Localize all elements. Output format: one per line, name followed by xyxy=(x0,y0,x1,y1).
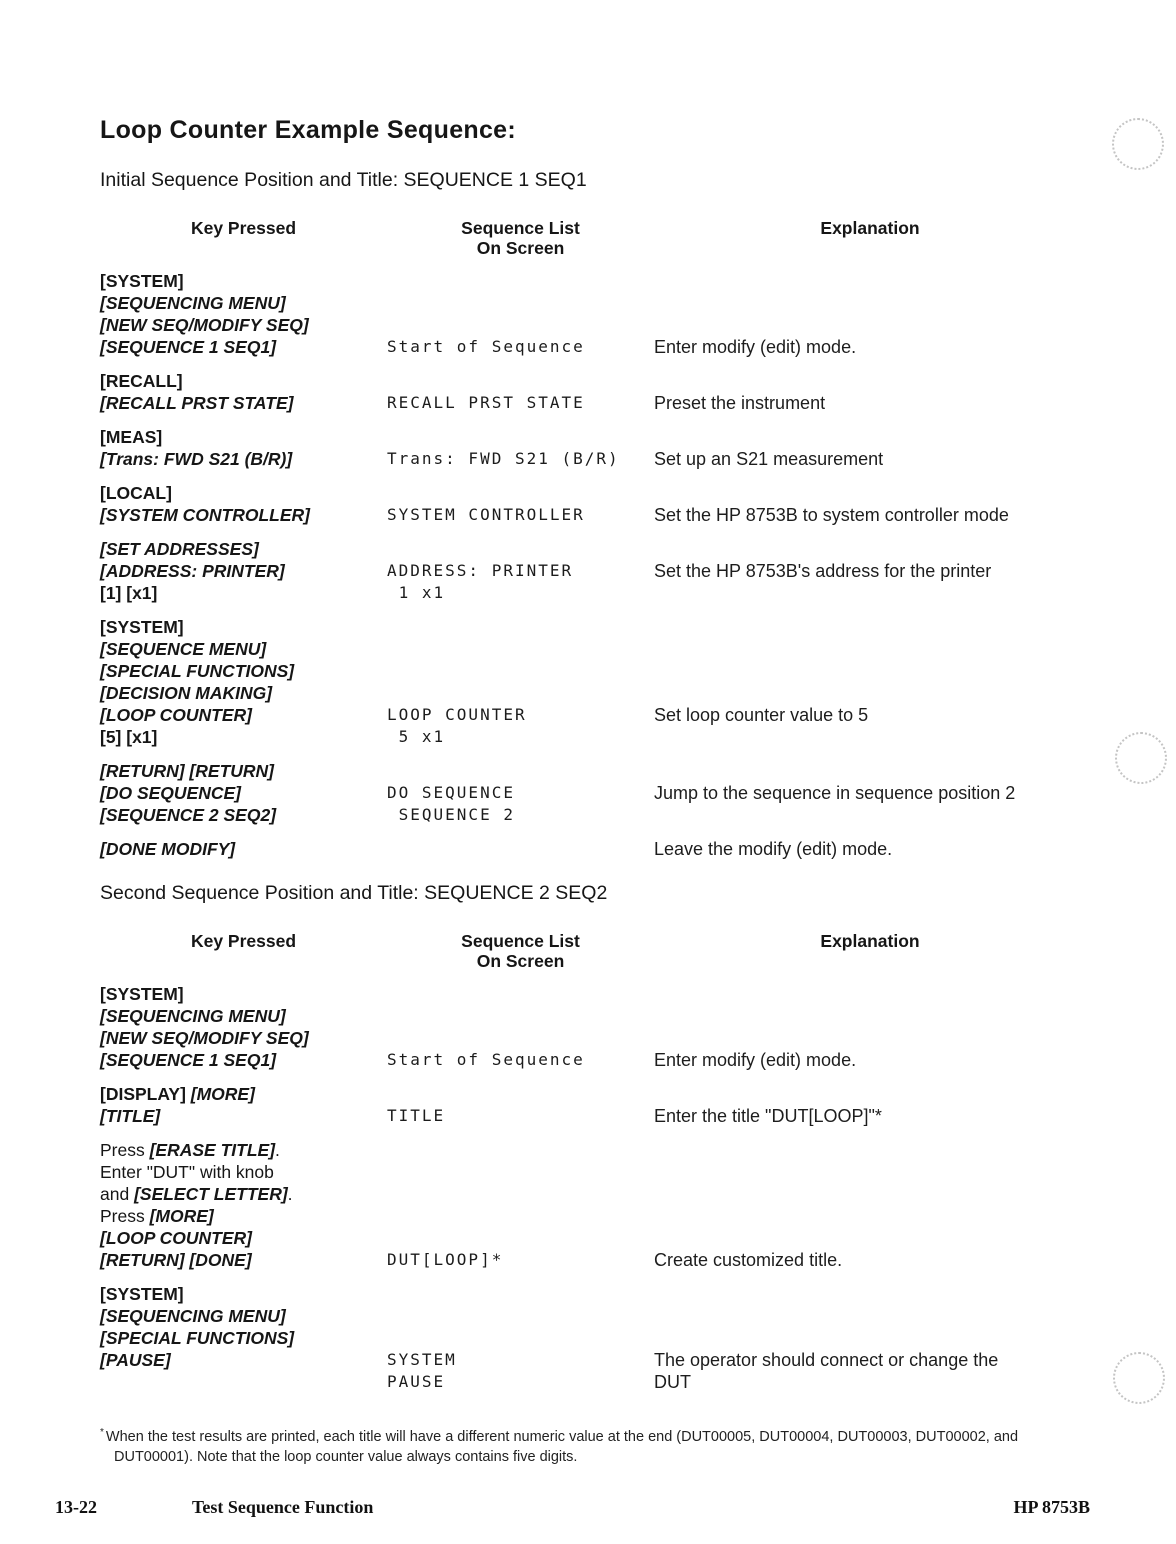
key-line xyxy=(100,504,387,526)
screen-line: 5 x1 xyxy=(387,727,446,746)
table-row xyxy=(100,538,1086,604)
key-line xyxy=(100,638,387,660)
key-pressed-cell xyxy=(100,1083,387,1127)
key-line xyxy=(100,838,387,860)
key-line xyxy=(100,1283,387,1305)
screen-line: SYSTEM xyxy=(387,1350,457,1369)
explanation-cell xyxy=(654,392,1086,414)
key-label: [SYSTEM] xyxy=(100,1284,184,1304)
explanation-line: Enter the title "DUT[LOOP]"* xyxy=(654,1106,882,1126)
key-line xyxy=(100,1105,387,1127)
table-row xyxy=(100,1083,1086,1127)
table-row xyxy=(100,370,1086,414)
key-pressed-cell xyxy=(100,370,387,414)
explanation-cell xyxy=(654,704,1086,726)
key-label: [5] [x1] xyxy=(100,727,158,747)
key-line xyxy=(100,1349,387,1371)
key-label: [SYSTEM] xyxy=(100,984,184,1004)
key-line xyxy=(100,726,387,748)
explanation-line: Jump to the sequence in sequence position 2 xyxy=(654,783,1016,803)
key-label: [MORE] xyxy=(149,1206,214,1226)
key-label: [SPECIAL FUNCTIONS] xyxy=(100,661,295,681)
sequence-list-cell xyxy=(387,1049,654,1071)
footer-page-number: 13-22 xyxy=(55,1497,97,1517)
key-line xyxy=(100,392,387,414)
table1 xyxy=(100,270,1086,860)
key-label: [1] [x1] xyxy=(100,583,158,603)
screen-line: DUT[LOOP]* xyxy=(387,1250,504,1269)
table-row xyxy=(100,983,1086,1071)
screen-line: Start of Sequence xyxy=(387,337,585,356)
explanation-line: Set the HP 8753B to system controller mode xyxy=(654,505,1009,525)
key-line xyxy=(100,1227,387,1249)
explanation-cell xyxy=(654,782,1086,804)
sequence-list-cell xyxy=(387,1349,654,1393)
screen-line: 1 x1 xyxy=(387,583,446,602)
key-label: and xyxy=(100,1184,135,1204)
key-pressed-cell xyxy=(100,838,387,860)
screen-line: TITLE xyxy=(387,1106,446,1125)
sequence-list-cell xyxy=(387,448,654,470)
table-row xyxy=(100,838,1086,860)
key-label: [DONE MODIFY] xyxy=(100,839,236,859)
key-label: [SEQUENCE MENU] xyxy=(100,639,267,659)
key-label: [Trans: FWD S21 (B/R)] xyxy=(100,449,293,469)
screen-line: RECALL PRST STATE xyxy=(387,393,585,412)
punch-hole-ghost-middle xyxy=(1115,732,1167,784)
key-label: [NEW SEQ/MODIFY SEQ] xyxy=(100,1028,309,1048)
column-header-sequence-list-line2: On Screen xyxy=(476,238,565,258)
key-label: [SPECIAL FUNCTIONS] xyxy=(100,1328,295,1348)
key-label: [SEQUENCING MENU] xyxy=(100,1306,286,1326)
key-label: [ADDRESS: PRINTER] xyxy=(100,561,285,581)
key-line xyxy=(100,1205,387,1227)
sequence-list-cell xyxy=(387,782,654,826)
screen-line: LOOP COUNTER xyxy=(387,705,527,724)
explanation-cell xyxy=(654,1349,1086,1393)
key-line xyxy=(100,292,387,314)
screen-line: SEQUENCE 2 xyxy=(387,805,515,824)
key-line xyxy=(100,1161,387,1183)
column-header-sequence-list-line2: On Screen xyxy=(476,951,565,971)
key-line xyxy=(100,370,387,392)
key-label: Enter "DUT" with knob xyxy=(100,1162,274,1182)
explanation-line: Set up an S21 measurement xyxy=(654,449,884,469)
table-row xyxy=(100,616,1086,748)
key-line xyxy=(100,1305,387,1327)
explanation-line: Enter modify (edit) mode. xyxy=(654,1050,857,1070)
table2 xyxy=(100,983,1086,1393)
key-line xyxy=(100,682,387,704)
footer-model-number: HP 8753B xyxy=(1013,1497,1090,1517)
key-label: [TITLE] xyxy=(100,1106,161,1126)
screen-line: Start of Sequence xyxy=(387,1050,585,1069)
table-row xyxy=(100,1139,1086,1271)
key-line xyxy=(100,314,387,336)
key-pressed-cell xyxy=(100,1283,387,1371)
key-line xyxy=(100,448,387,470)
column-header-explanation: Explanation xyxy=(820,931,920,951)
key-line xyxy=(100,560,387,582)
page-title: Loop Counter Example Sequence: xyxy=(100,116,517,144)
sequence-list-cell xyxy=(387,1105,654,1127)
key-label: [NEW SEQ/MODIFY SEQ] xyxy=(100,315,309,335)
key-line xyxy=(100,1139,387,1161)
column-header-sequence-list-line1: Sequence List xyxy=(461,218,580,238)
column-header-key-pressed: Key Pressed xyxy=(190,218,297,238)
column-header-sequence-list xyxy=(387,931,654,971)
key-label: [LOOP COUNTER] xyxy=(100,1228,252,1248)
key-label: [RECALL PRST STATE] xyxy=(100,393,294,413)
key-line xyxy=(100,1005,387,1027)
key-line xyxy=(100,1027,387,1049)
punch-hole-ghost-bottom xyxy=(1113,1352,1165,1404)
key-line xyxy=(100,782,387,804)
explanation-line: Set the HP 8753B's address for the printer xyxy=(654,561,992,581)
sequence-list-cell xyxy=(387,704,654,748)
key-label: [RECALL] xyxy=(100,371,183,391)
key-line xyxy=(100,704,387,726)
screen-line: PAUSE xyxy=(387,1372,446,1391)
key-label: [LOCAL] xyxy=(100,483,172,503)
key-line xyxy=(100,538,387,560)
explanation-cell xyxy=(654,838,1086,860)
key-line xyxy=(100,1183,387,1205)
sequence-list-cell xyxy=(387,1249,654,1271)
footer-chapter-title: Test Sequence Function xyxy=(192,1497,374,1517)
key-label: [RETURN] [DONE] xyxy=(100,1250,252,1270)
key-label: [LOOP COUNTER] xyxy=(100,705,252,725)
key-label: [SEQUENCING MENU] xyxy=(100,1006,286,1026)
punch-hole-ghost-top xyxy=(1112,118,1164,170)
explanation-line: The operator should connect or change the xyxy=(654,1350,999,1370)
explanation-cell xyxy=(654,1249,1086,1271)
column-header-sequence-list xyxy=(387,218,654,258)
column-header-explanation: Explanation xyxy=(820,218,920,238)
column-header-key-pressed: Key Pressed xyxy=(190,931,297,951)
sequence-list-cell xyxy=(387,336,654,358)
footnote-line-1 xyxy=(100,1423,1086,1447)
explanation-line: Leave the modify (edit) mode. xyxy=(654,839,893,859)
sequence-list-cell xyxy=(387,560,654,604)
key-line xyxy=(100,616,387,638)
screen-line: DO SEQUENCE xyxy=(387,783,515,802)
key-label: [MEAS] xyxy=(100,427,163,447)
explanation-cell xyxy=(654,560,1086,582)
key-line xyxy=(100,582,387,604)
key-pressed-cell xyxy=(100,760,387,826)
explanation-line: Create customized title. xyxy=(654,1250,843,1270)
table-row xyxy=(100,426,1086,470)
table2-header xyxy=(100,931,1086,971)
key-line xyxy=(100,482,387,504)
key-line xyxy=(100,983,387,1005)
key-label: [SEQUENCE 1 SEQ1] xyxy=(100,337,277,357)
key-label: [SEQUENCING MENU] xyxy=(100,293,286,313)
key-pressed-cell xyxy=(100,538,387,604)
table1-header xyxy=(100,218,1086,258)
key-pressed-cell xyxy=(100,983,387,1071)
key-line xyxy=(100,804,387,826)
footnote-marker: * xyxy=(100,1427,104,1438)
key-label: [SYSTEM] xyxy=(100,271,184,291)
footnote-text: When the test results are printed, each title will have a different numeric value at the end (DUT00005, DUT00004, DUT00003, DUT00002, and xyxy=(105,1428,1019,1445)
key-label: . xyxy=(287,1184,293,1204)
explanation-cell xyxy=(654,1049,1086,1071)
key-label: [DECISION MAKING] xyxy=(100,683,273,703)
key-line xyxy=(100,760,387,782)
key-label: [SEQUENCE 2 SEQ2] xyxy=(100,805,277,825)
key-label: [SET ADDRESSES] xyxy=(100,539,259,559)
screen-line: Trans: FWD S21 (B/R) xyxy=(387,449,620,468)
explanation-line: Set loop counter value to 5 xyxy=(654,705,869,725)
key-line xyxy=(100,426,387,448)
key-label: Press xyxy=(100,1140,150,1160)
explanation-line: Enter modify (edit) mode. xyxy=(654,337,857,357)
key-label: [SYSTEM] xyxy=(100,617,184,637)
key-line xyxy=(100,1249,387,1271)
table-row xyxy=(100,760,1086,826)
key-pressed-cell xyxy=(100,616,387,748)
key-pressed-cell xyxy=(100,482,387,526)
key-label: [DISPLAY] xyxy=(100,1084,191,1104)
footnote xyxy=(100,1423,1086,1467)
page-footer xyxy=(55,1497,1090,1518)
key-label: [RETURN] [RETURN] xyxy=(100,761,275,781)
key-label: [PAUSE] xyxy=(100,1350,171,1370)
key-label: [DO SEQUENCE] xyxy=(100,783,241,803)
key-label: [MORE] xyxy=(190,1084,255,1104)
key-line xyxy=(100,1327,387,1349)
table-row xyxy=(100,1283,1086,1393)
sequence-list-cell xyxy=(387,392,654,414)
key-label: Press xyxy=(100,1206,150,1226)
explanation-cell xyxy=(654,504,1086,526)
key-pressed-cell xyxy=(100,270,387,358)
section-subtitle-1: Initial Sequence Position and Title: SEQUENCE 1 SEQ1 xyxy=(100,169,587,191)
key-label: . xyxy=(275,1140,280,1160)
key-pressed-cell xyxy=(100,1139,387,1271)
key-label: [SELECT LETTER] xyxy=(134,1184,288,1204)
screen-line: ADDRESS: PRINTER xyxy=(387,561,574,580)
footnote-line-2: DUT00001). Note that the loop counter value always contains five digits. xyxy=(114,1448,578,1465)
explanation-cell xyxy=(654,1105,1086,1127)
key-line xyxy=(100,270,387,292)
key-line xyxy=(100,1049,387,1071)
key-label: [ERASE TITLE] xyxy=(149,1140,276,1160)
table-row xyxy=(100,270,1086,358)
key-pressed-cell xyxy=(100,426,387,470)
key-label: [SEQUENCE 1 SEQ1] xyxy=(100,1050,277,1070)
explanation-line: Preset the instrument xyxy=(654,393,826,413)
table-row xyxy=(100,482,1086,526)
explanation-cell xyxy=(654,448,1086,470)
explanation-line: DUT xyxy=(654,1372,691,1392)
screen-line: SYSTEM CONTROLLER xyxy=(387,505,585,524)
key-label: [SYSTEM CONTROLLER] xyxy=(100,505,310,525)
sequence-list-cell xyxy=(387,504,654,526)
key-line xyxy=(100,660,387,682)
section-subtitle-2: Second Sequence Position and Title: SEQUENCE 2 SEQ2 xyxy=(100,882,608,904)
column-header-sequence-list-line1: Sequence List xyxy=(461,931,580,951)
explanation-cell xyxy=(654,336,1086,358)
key-line xyxy=(100,336,387,358)
key-line xyxy=(100,1083,387,1105)
